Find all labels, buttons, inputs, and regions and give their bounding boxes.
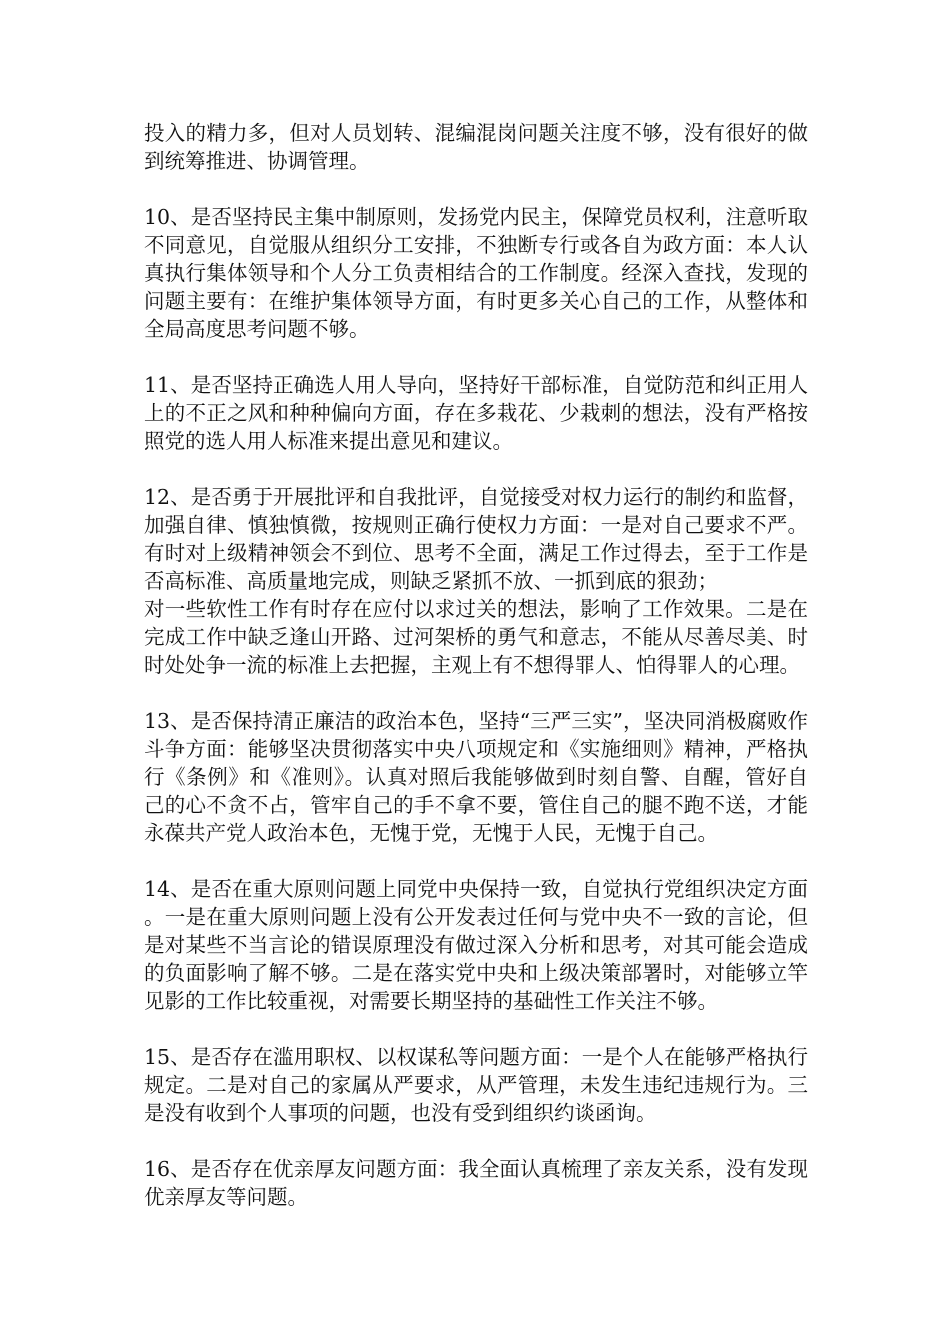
paragraph-item-12-continued: 对一些软性工作有时存在应付以求过关的想法，影响了工作效果。二是在完成工作中缺乏逢山开路、过河架桥的勇气和意志，不能从尽善尽美、时时处处争一流的标准上去把握，主观上有不想得罪人、怕得罪人的心理。 bbox=[144, 597, 808, 677]
paragraph-item-14: 14、是否在重大原则问题上同党中央保持一致，自觉执行党组织决定方面。一是在重大原则问题上没有公开发表过任何与党中央不一致的言论，但是对某些不当言论的错误原理没有做过深入分析和思考，对其可能会造成的负面影响了解不够。二是在落实党中央和上级决策部署时，对能够立竿见影的工作比较重视，对需要长期坚持的基础性工作关注不够。 bbox=[144, 877, 808, 1013]
paragraph-item-12: 12、是否勇于开展批评和自我批评，自觉接受对权力运行的制约和监督，加强自律、慎独慎微，按规则正确行使权力方面：一是对自己要求不严。有时对上级精神领会不到位、思考不全面，满足工作过得去，至于工作是否高标准、高质量地完成，则缺乏紧抓不放、一抓到底的狠劲； bbox=[144, 485, 808, 593]
paragraph-continuation: 投入的精力多，但对人员划转、混编混岗问题关注度不够，没有很好的做到统筹推进、协调管理。 bbox=[144, 121, 808, 173]
paragraph-item-15: 15、是否存在滥用职权、以权谋私等问题方面：一是个人在能够严格执行规定。二是对自己的家属从严要求，从严管理，未发生违纪违规行为。三是没有收到个人事项的问题，也没有受到组织约谈函询。 bbox=[144, 1045, 808, 1125]
paragraph-item-11: 11、是否坚持正确选人用人导向，坚持好干部标准，自觉防范和纠正用人上的不正之风和种种偏向方面，存在多栽花、少栽刺的想法，没有严格按照党的选人用人标准来提出意见和建议。 bbox=[144, 373, 808, 453]
paragraph-item-10: 10、是否坚持民主集中制原则，发扬党内民主，保障党员权利，注意听取不同意见，自觉服从组织分工安排，不独断专行或各自为政方面：本人认真执行集体领导和个人分工负责相结合的工作制度。经深入查找，发现的问题主要有：在维护集体领导方面，有时更多关心自己的工作，从整体和全局高度思考问题不够。 bbox=[144, 205, 808, 341]
document-body bbox=[144, 119, 808, 1211]
paragraph-item-13: 13、是否保持清正廉洁的政治本色，坚持“三严三实”，坚决同消极腐败作斗争方面：能够坚决贯彻落实中央八项规定和《实施细则》精神，严格执行《条例》和《准则》。认真对照后我能够做到时刻自警、自醒，管好自己的心不贪不占，管牢自己的手不拿不要，管住自己的腿不跑不送，才能永葆共产党人政治本色，无愧于党，无愧于人民，无愧于自己。 bbox=[144, 709, 808, 845]
paragraph-item-16: 16、是否存在优亲厚友问题方面：我全面认真梳理了亲友关系，没有发现优亲厚友等问题。 bbox=[144, 1157, 808, 1209]
